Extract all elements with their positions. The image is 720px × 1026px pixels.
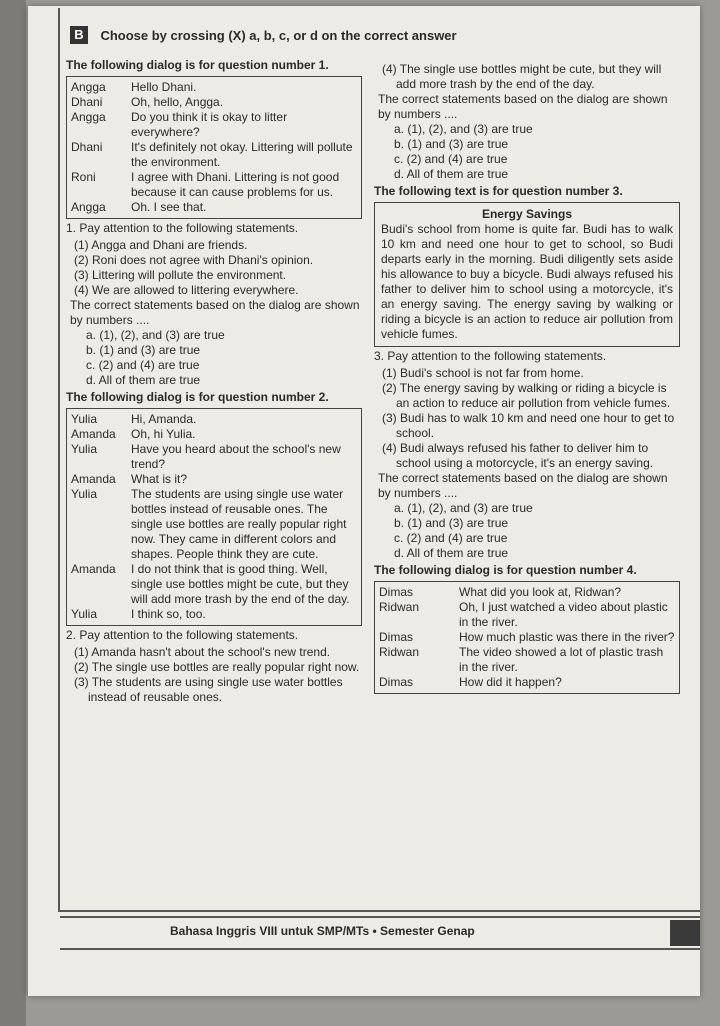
utterance: I think so, too. [131, 607, 206, 621]
speaker: Amanda [71, 562, 116, 576]
statement: (4) The single use bottles might be cute, but they will add more trash by the end of the day. [382, 62, 662, 91]
speaker: Dimas [379, 630, 414, 644]
page-corner-decoration [670, 920, 700, 946]
question-2-prompt: 2. Pay attention to the following statements. [66, 628, 299, 642]
dialog2-box [66, 408, 362, 626]
dialog-line [379, 630, 675, 645]
reading-text-box [374, 202, 680, 347]
utterance: It's definitely not okay. Littering will pollute the environment. [131, 140, 353, 169]
speaker: Yulia [71, 487, 98, 501]
dialog-line [379, 600, 675, 630]
dialog-line [71, 412, 357, 427]
utterance: The video showed a lot of plastic trash in the river. [459, 645, 664, 674]
answer-option-a[interactable]: a. (1), (2), and (3) are true [86, 328, 225, 342]
answer-option-d[interactable]: d. All of them are true [394, 167, 509, 181]
speaker: Ridwan [379, 645, 420, 659]
answer-option-d[interactable]: d. All of them are true [394, 546, 509, 560]
dialog-line [71, 80, 357, 95]
question-note: The correct statements based on the dialog are shown by numbers .... [378, 471, 668, 500]
speaker: Dimas [379, 675, 414, 689]
right-column [374, 62, 680, 694]
answer-option-a[interactable]: a. (1), (2), and (3) are true [394, 501, 533, 515]
speaker: Yulia [71, 442, 98, 456]
section-badge: B [70, 26, 88, 44]
speaker: Yulia [71, 412, 98, 426]
utterance: The students are using single use water bottles instead of reusable ones. The single use bottles are really popular right now. They came in different colors and shapes. People think they are cute. [131, 487, 347, 561]
statement: (2) Roni does not agree with Dhani's opinion. [74, 253, 314, 267]
dialog4-box [374, 581, 680, 694]
statement: (4) Budi always refused his father to deliver him to school using a motorcycle, it's an energy saving. [382, 441, 654, 470]
dialog-line [379, 585, 675, 600]
answer-option-c[interactable]: c. (2) and (4) are true [86, 358, 200, 372]
reading-body: Budi's school from home is quite far. Budi has to walk 10 km and need one hour to get to school, so Budi departs early in the morning. Budi diligently sets aside his allowance to buy a bicycle. Budi always refused his father to deliver him to school using a motorcycle, it's an energy saving. The energy saving by walking or riding a bicycle is an action to reduce air pollution from vehicle fumes. [381, 222, 673, 341]
speaker: Amanda [71, 427, 116, 441]
answer-option-b[interactable]: b. (1) and (3) are true [394, 137, 509, 151]
dialog-line [71, 607, 357, 622]
left-column [66, 56, 362, 705]
statement: (3) Budi has to walk 10 km and need one hour to get to school. [382, 411, 675, 440]
speaker: Ridwan [379, 600, 420, 614]
statement: (2) The energy saving by walking or riding a bicycle is an action to reduce air pollution from vehicle fumes. [382, 381, 671, 410]
utterance: Oh, hello, Angga. [131, 95, 224, 109]
statement: (1) Angga and Dhani are friends. [74, 238, 248, 252]
dialog2-heading: The following dialog is for question number 2. [66, 390, 329, 404]
statement: (3) Littering will pollute the environment. [74, 268, 287, 282]
dialog-line [71, 427, 357, 442]
speaker: Angga [71, 80, 106, 94]
dialog-line [71, 442, 357, 472]
speaker: Yulia [71, 607, 98, 621]
question-note: The correct statements based on the dialog are shown by numbers .... [378, 92, 668, 121]
section-header [70, 26, 690, 50]
reading-title: Energy Savings [481, 207, 573, 221]
speaker: Dimas [379, 585, 414, 599]
speaker: Dhani [71, 140, 103, 154]
page-footer [60, 916, 700, 950]
dialog-line [379, 645, 675, 675]
text3-heading: The following text is for question number 3. [374, 184, 623, 198]
statement: (3) The students are using single use water bottles instead of reusable ones. [74, 675, 343, 704]
speaker: Roni [71, 170, 96, 184]
utterance: Have you heard about the school's new trend? [131, 442, 341, 471]
utterance: I agree with Dhani. Littering is not good because it can cause problems for us. [131, 170, 340, 199]
answer-option-d[interactable]: d. All of them are true [86, 373, 201, 387]
book-spine [0, 0, 26, 1026]
dialog-line [71, 200, 357, 215]
statement: (4) We are allowed to littering everywhere. [74, 283, 299, 297]
footer-text: Bahasa Inggris VIII untuk SMP/MTs • Semester Genap [170, 924, 475, 938]
dialog-line [71, 170, 357, 200]
utterance: What is it? [131, 472, 188, 486]
utterance: Oh, I just watched a video about plastic in the river. [459, 600, 668, 629]
answer-option-b[interactable]: b. (1) and (3) are true [394, 516, 509, 530]
utterance: How much plastic was there in the river? [459, 630, 675, 644]
dialog-line [379, 675, 675, 690]
dialog-line [71, 487, 357, 562]
answer-option-b[interactable]: b. (1) and (3) are true [86, 343, 201, 357]
utterance: Hi, Amanda. [131, 412, 197, 426]
utterance: Oh, hi Yulia. [131, 427, 196, 441]
utterance: How did it happen? [459, 675, 562, 689]
answer-option-c[interactable]: c. (2) and (4) are true [394, 531, 508, 545]
utterance: Oh. I see that. [131, 200, 207, 214]
speaker: Angga [71, 110, 106, 124]
statement: (2) The single use bottles are really popular right now. [74, 660, 360, 674]
dialog-line [71, 95, 357, 110]
question-note: The correct statements based on the dialog are shown by numbers .... [70, 298, 360, 327]
speaker: Angga [71, 200, 106, 214]
answer-option-c[interactable]: c. (2) and (4) are true [394, 152, 508, 166]
dialog-line [71, 140, 357, 170]
answer-option-a[interactable]: a. (1), (2), and (3) are true [394, 122, 533, 136]
dialog-line [71, 472, 357, 487]
utterance: What did you look at, Ridwan? [459, 585, 622, 599]
utterance: Do you think it is okay to litter everywhere? [131, 110, 288, 139]
dialog1-heading: The following dialog is for question number 1. [66, 58, 329, 72]
dialog-line [71, 562, 357, 607]
section-instruction: Choose by crossing (X) a, b, c, or d on the correct answer [100, 27, 457, 43]
utterance: Hello Dhani. [131, 80, 197, 94]
speaker: Dhani [71, 95, 103, 109]
utterance: I do not think that is good thing. Well, single use bottles might be cute, but they will add more trash by the end of the day. [131, 562, 350, 606]
dialog-line [71, 110, 357, 140]
question-1-prompt: 1. Pay attention to the following statements. [66, 221, 299, 235]
statement: (1) Budi's school is not far from home. [382, 366, 584, 380]
speaker: Amanda [71, 472, 116, 486]
statement: (1) Amanda hasn't about the school's new trend. [74, 645, 331, 659]
question-3-prompt: 3. Pay attention to the following statements. [374, 349, 607, 363]
dialog4-heading: The following dialog is for question number 4. [374, 563, 637, 577]
dialog1-box [66, 76, 362, 219]
